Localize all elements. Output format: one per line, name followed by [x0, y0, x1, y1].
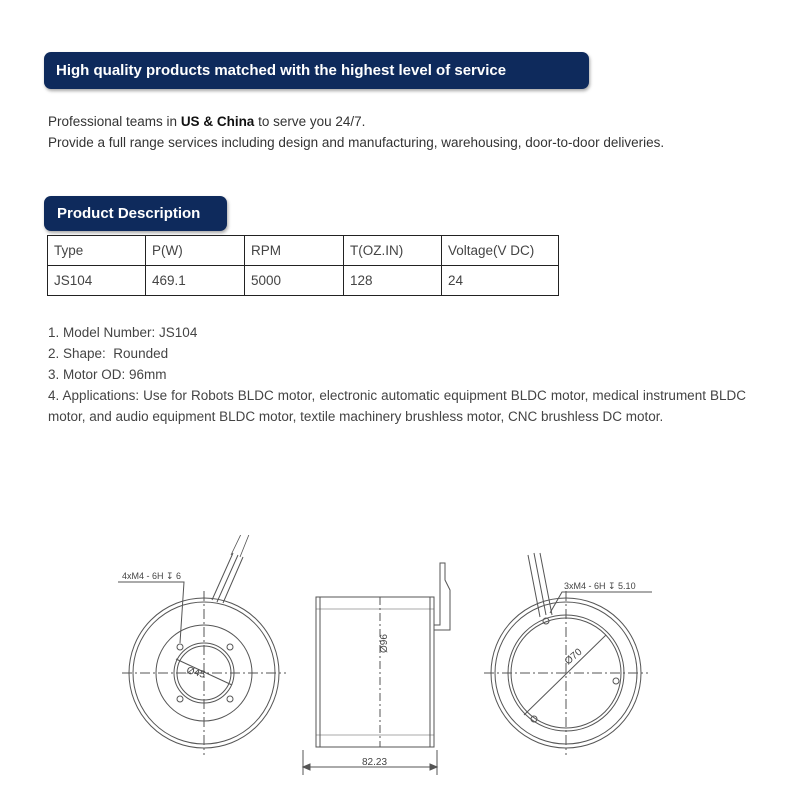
spec-table-header-row	[48, 236, 559, 266]
product-notes	[48, 322, 746, 427]
cell-rpm: 5000	[245, 266, 344, 296]
product-description-title: Product Description	[57, 205, 201, 222]
rear-view	[484, 553, 652, 755]
intro-line-2: Provide a full range services including design and manufacturing, warehousing, door-to-door deliveries.	[48, 135, 665, 150]
intro-locations: US & China	[180, 114, 255, 129]
spec-table-row	[48, 266, 559, 296]
note-model-number: 1. Model Number: JS104	[48, 325, 198, 340]
motor-technical-drawing	[100, 535, 680, 785]
service-banner-text: High quality products matched with the highest level of service	[56, 62, 507, 79]
side-length-label: 82.23	[362, 757, 388, 768]
header-power: P(W)	[146, 236, 245, 266]
intro-line-1-end: to serve you 24/7.	[254, 114, 366, 129]
spec-table	[47, 235, 559, 296]
header-torque: T(OZ.IN)	[344, 236, 442, 266]
cell-torque: 128	[344, 266, 442, 296]
rear-diameter-label: Ø70	[562, 646, 585, 668]
front-hole-callout: 4xM4 - 6H ↧ 6	[122, 571, 182, 581]
header-type: Type	[48, 236, 146, 266]
note-applications: 4. Applications: Use for Robots BLDC motor, electronic automatic equipment BLDC motor, medical instrument BLDC motor, and audio equipment BLDC motor, textile machinery brushless motor, CNC brushless DC motor.	[48, 388, 746, 424]
product-description-banner	[44, 196, 227, 231]
side-view	[303, 563, 450, 775]
intro-line-1-start: Professional teams in	[48, 114, 181, 129]
header-rpm: RPM	[245, 236, 344, 266]
note-motor-od: 3. Motor OD: 96mm	[48, 367, 167, 382]
rear-hole-callout: 3xM4 - 6H ↧ 5.10	[564, 581, 636, 591]
intro-text	[48, 111, 664, 153]
note-shape: 2. Shape: Rounded	[48, 346, 169, 361]
front-diameter-label: Ø45	[185, 665, 207, 681]
cell-power: 469.1	[146, 266, 245, 296]
side-diameter-label: Ø96	[379, 634, 390, 653]
cell-type: JS104	[48, 266, 146, 296]
cell-voltage: 24	[442, 266, 559, 296]
front-view	[118, 535, 286, 755]
service-banner	[44, 52, 589, 89]
header-voltage: Voltage(V DC)	[442, 236, 559, 266]
intro-line-1	[48, 111, 664, 132]
